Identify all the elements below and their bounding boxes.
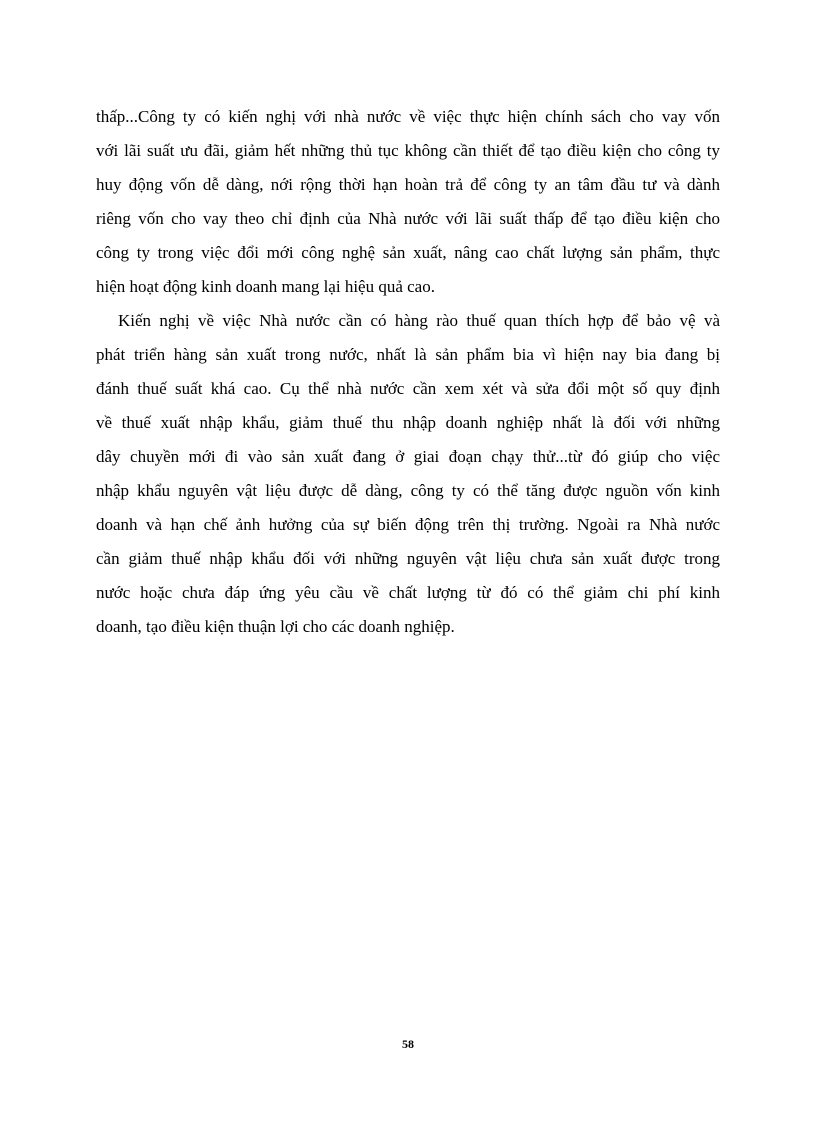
- text-line: đánh thuế suất khá cao. Cụ thể nhà nước cần xem xét và sửa đổi một số quy định: [96, 379, 720, 398]
- page-number: 58: [402, 1037, 414, 1051]
- text-line: với lãi suất ưu đãi, giảm hết những thủ tục không cần thiết để tạo điều kiện cho công ty: [96, 141, 720, 160]
- paragraph-2: [96, 304, 720, 644]
- text-line: nước hoặc chưa đáp ứng yêu cầu về chất lượng từ đó có thể giảm chi phí kinh: [96, 583, 720, 602]
- text-line: dây chuyền mới đi vào sản xuất đang ở giai đoạn chạy thử...từ đó giúp cho việc: [96, 447, 720, 466]
- text-line: huy động vốn dễ dàng, nới rộng thời hạn hoàn trả để công ty an tâm đầu tư và dành: [96, 175, 720, 194]
- text-line: phát triển hàng sản xuất trong nước, nhất là sản phẩm bia vì hiện nay bia đang bị: [96, 345, 720, 364]
- paragraph-1: [96, 100, 720, 304]
- text-line: Kiến nghị về việc Nhà nước cần có hàng rào thuế quan thích hợp để bảo vệ và: [118, 311, 720, 330]
- text-line: thấp...Công ty có kiến nghị với nhà nước về việc thực hiện chính sách cho vay vốn: [96, 107, 720, 126]
- body-text: [96, 100, 720, 644]
- text-line: doanh, tạo điều kiện thuận lợi cho các doanh nghiệp.: [96, 617, 455, 636]
- text-line: doanh và hạn chế ảnh hưởng của sự biến động trên thị trường. Ngoài ra Nhà nước: [96, 515, 720, 534]
- text-line: về thuế xuất nhập khẩu, giảm thuế thu nhập doanh nghiệp nhất là đối với những: [96, 413, 720, 432]
- text-line: cần giảm thuế nhập khẩu đối với những nguyên vật liệu chưa sản xuất được trong: [96, 549, 720, 568]
- text-line: hiện hoạt động kinh doanh mang lại hiệu quả cao.: [96, 277, 435, 296]
- text-line: riêng vốn cho vay theo chỉ định của Nhà nước với lãi suất thấp để tạo điều kiện cho: [96, 209, 720, 228]
- text-line: nhập khẩu nguyên vật liệu được dễ dàng, công ty có thể tăng được nguồn vốn kinh: [96, 481, 720, 500]
- text-line: công ty trong việc đổi mới công nghệ sản xuất, nâng cao chất lượng sản phẩm, thực: [96, 243, 720, 262]
